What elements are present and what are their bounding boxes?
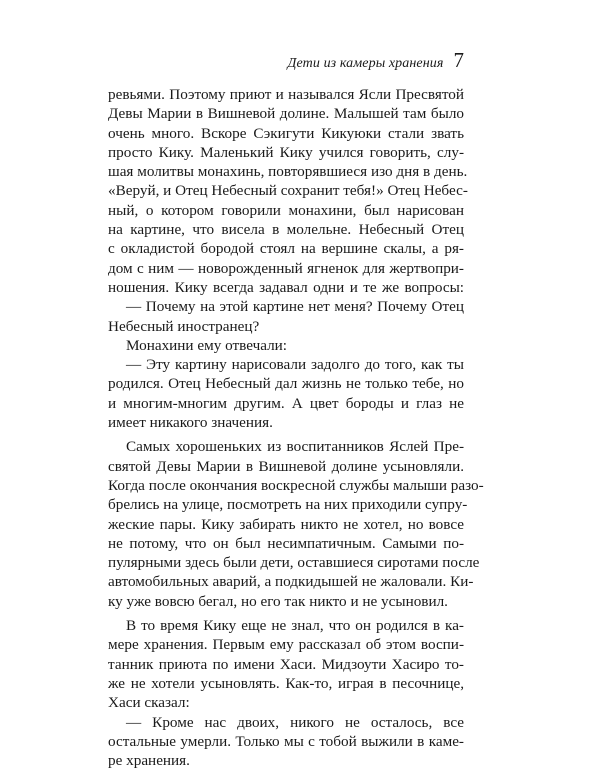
text-line: Небесный иностранец? <box>108 317 260 335</box>
text-line: брелись на улице, посмотреть на них приходили супру- <box>108 496 468 514</box>
text-line: ревьями. Поэтому приют и назывался Ясли Пресвятой <box>108 86 464 103</box>
text-line: имеет никакого значения. <box>108 414 273 432</box>
text-line: просто Кику. Маленький Кику учился говорить, слу- <box>108 143 464 161</box>
text-line: Монахини ему отвечали: <box>126 336 288 354</box>
text-line: святой Девы Марии в Вишневой долине усыновляли. <box>108 457 464 475</box>
text-line: пулярными здесь были дети, оставшиеся сиротами после <box>108 554 480 572</box>
dialogue-line: — Почему на этой картине нет меня? Почему Отец <box>126 298 464 316</box>
text-line: Когда после окончания воскресной службы малыши разо- <box>108 476 484 494</box>
text-line: с окладистой бородой стоял на вершине скалы, а ря- <box>108 240 464 258</box>
text-line: и многим-многим другим. А цвет бороды и глаз не <box>108 394 464 412</box>
paragraph-start-line: В то время Кику еще не знал, что он родился в ка- <box>126 617 464 635</box>
text-line: дом с ним — новорожденный ягненок для жертвопри- <box>108 259 464 277</box>
text-line: мере хранения. Первым ему рассказал об этом воспи- <box>108 636 464 654</box>
text-line: «Веруй, и Отец Небесный сохранит тебя!» Отец Небес- <box>108 182 468 200</box>
text-line: ный, о котором говорили монахини, был нарисован <box>108 201 464 219</box>
dialogue-line: — Эту картину нарисовали задолго до того, как ты <box>126 356 464 374</box>
text-line: жеские пары. Кику забирать никто не хотел, но вовсе <box>108 515 464 533</box>
text-line: танник приюта по имени Хаси. Мидзоути Хасиро то- <box>108 655 464 673</box>
text-line: родился. Отец Небесный дал жизнь не только тебе, но <box>108 375 464 393</box>
page-number: 7 <box>453 48 464 72</box>
text-line: автомобильных аварий, а подкидышей не жаловали. Ки- <box>108 573 474 591</box>
text-line: остальные умерли. Только мы с тобой выжили в каме- <box>108 732 464 750</box>
text-line: же не хотели усыновлять. Как-то, играя в песочнице, <box>108 674 464 692</box>
text-line: не потому, что он был несимпатичным. Самыми по- <box>108 534 464 552</box>
body-text <box>108 85 484 770</box>
text-line: ношения. Кику всегда задавал одни и те же вопросы: <box>108 278 464 296</box>
text-line: очень много. Вскоре Сэкигути Кикуюки стали звать <box>108 124 464 142</box>
text-line: Девы Марии в Вишневой долине. Малышей там было <box>108 105 464 123</box>
text-line: ре хранения. <box>108 752 190 770</box>
paragraph-start-line: Самых хорошеньких из воспитанников Яслей Пре- <box>126 438 464 456</box>
text-line: на картине, что висела в молельне. Небесный Отец <box>108 221 464 239</box>
running-head-title: Дети из камеры хранения <box>287 56 444 71</box>
dialogue-line: — Кроме нас двоих, никого не осталось, все <box>126 713 464 731</box>
text-line: ку уже вовсю бегал, но его так никто и не усыновил. <box>108 592 448 610</box>
text-line: Хаси сказал: <box>108 694 190 712</box>
text-line: шая молитвы монахинь, повторявшиеся изо дня в день. <box>108 163 468 181</box>
running-head <box>108 50 464 78</box>
